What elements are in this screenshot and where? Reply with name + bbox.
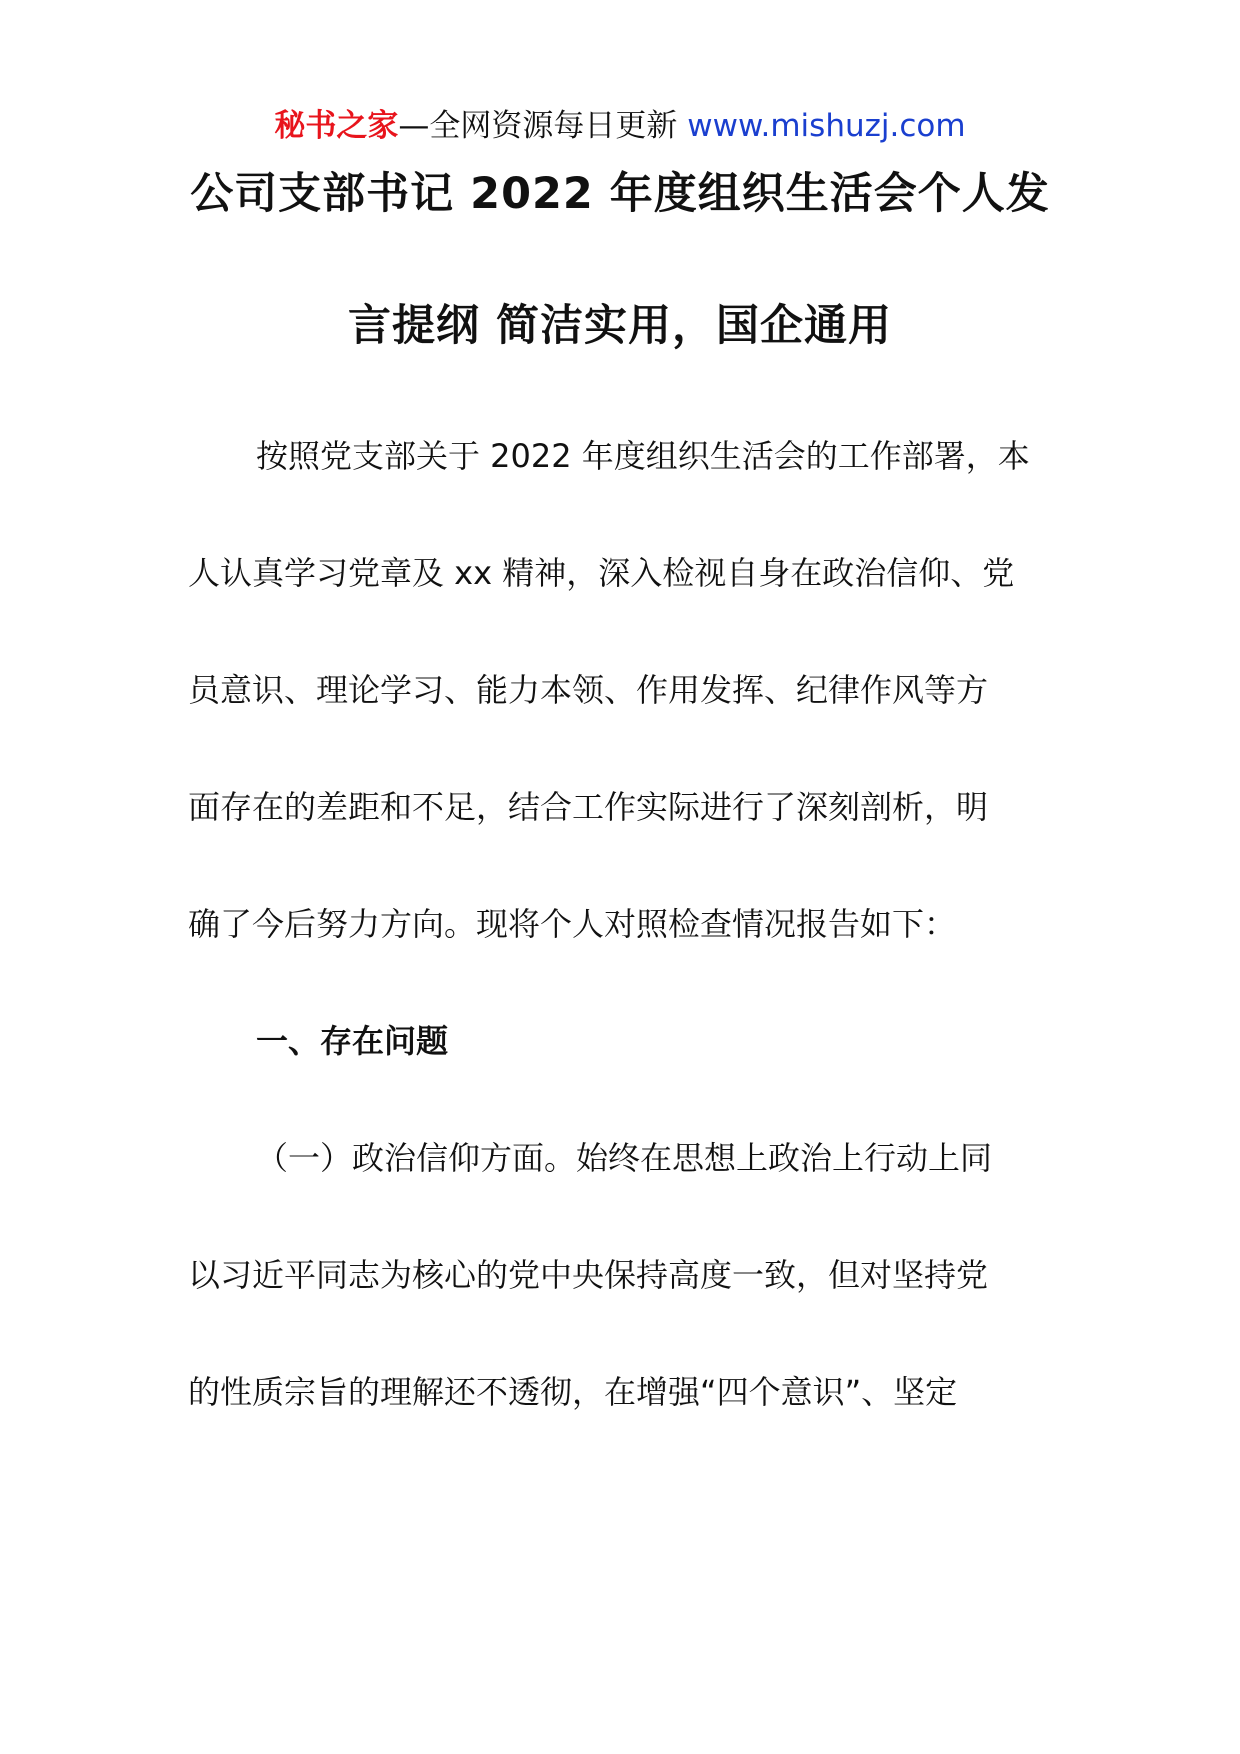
paragraph-2-line-1: （一）政治信仰方面。始终在思想上政治上行动上同 [256, 1139, 993, 1177]
paragraph-1-line-3: 员意识、理论学习、能力本领、作用发挥、纪律作风等方 [188, 671, 989, 709]
document-title-line-2: 言提纲 简洁实用，国企通用 [348, 301, 892, 351]
paragraph-1-line-1: 按照党支部关于 2022 年度组织生活会的工作部署，本 [256, 437, 1030, 475]
paragraph-1-line-4: 面存在的差距和不足，结合工作实际进行了深刻剖析，明 [188, 788, 989, 826]
site-url-link[interactable]: www.mishuzj.com [687, 108, 966, 144]
brand-name: 秘书之家 [274, 108, 399, 144]
site-header [0, 104, 1240, 148]
paragraph-2-line-3: 的性质宗旨的理解还不透彻，在增强“四个意识”、坚定 [188, 1373, 958, 1411]
paragraph-1-line-2: 人认真学习党章及 xx 精神，深入检视自身在政治信仰、党 [188, 554, 1015, 592]
document-title-line-1: 公司支部书记 2022 年度组织生活会个人发 [190, 169, 1050, 219]
section-heading: 一、存在问题 [256, 1022, 449, 1060]
paragraph-1-line-5: 确了今后努力方向。现将个人对照检查情况报告如下： [188, 905, 957, 943]
paragraph-2-line-2: 以习近平同志为核心的党中央保持高度一致，但对坚持党 [188, 1256, 989, 1294]
header-tagline: —全网资源每日更新 [398, 108, 688, 144]
